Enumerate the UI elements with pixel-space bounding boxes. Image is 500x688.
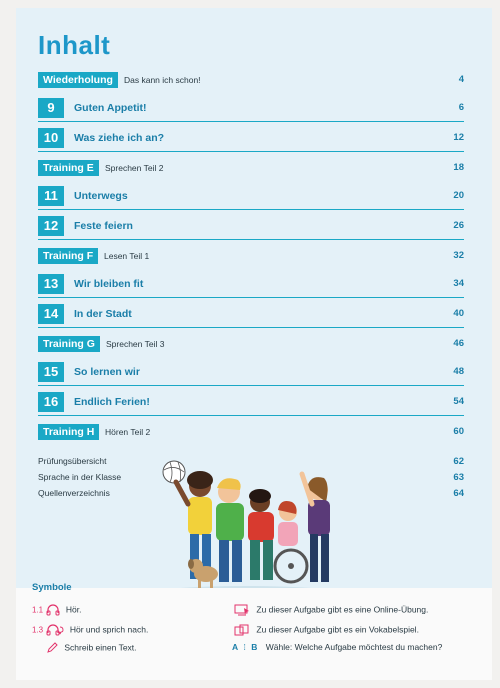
page-number: 20 xyxy=(453,190,464,201)
page-number: 63 xyxy=(453,472,464,483)
toc-chapter-row[interactable] xyxy=(38,98,464,122)
chapter-divider xyxy=(38,327,464,329)
headphones-icon xyxy=(46,604,60,616)
chapter-divider xyxy=(38,151,464,153)
appendix-label: Quellenverzeichnis xyxy=(38,488,110,498)
page-number: 4 xyxy=(458,74,464,85)
chapter-divider xyxy=(38,239,464,241)
vocab-game-icon xyxy=(234,624,250,636)
chapter-title: Unterwegs xyxy=(74,190,128,202)
toc-training-row[interactable] xyxy=(38,70,464,90)
training-subtitle: Sprechen Teil 2 xyxy=(105,163,164,173)
chapter-number: 16 xyxy=(38,392,64,412)
symbols-heading: Symbole xyxy=(32,582,72,593)
toc-chapter-row[interactable] xyxy=(38,362,464,386)
toc-chapter-row[interactable] xyxy=(38,128,464,152)
chapter-number: 11 xyxy=(38,186,64,206)
symbol-write xyxy=(46,642,137,654)
chapter-divider xyxy=(38,385,464,387)
page-number: 34 xyxy=(453,278,464,289)
symbol-listen xyxy=(32,604,81,616)
symbol-vocab-game xyxy=(234,624,419,636)
page-number: 48 xyxy=(453,366,464,377)
training-badge: Training G xyxy=(38,336,100,352)
symbol-text: Schreib einen Text. xyxy=(64,642,137,653)
symbol-text: Zu dieser Aufgabe gibt es eine Online-Übung. xyxy=(256,604,429,615)
toc-chapter-row[interactable] xyxy=(38,304,464,328)
chapter-divider xyxy=(38,297,464,299)
chapter-title: Endlich Ferien! xyxy=(74,396,150,408)
chapter-divider xyxy=(38,415,464,417)
contents-page xyxy=(16,8,492,680)
chapter-number: 14 xyxy=(38,304,64,324)
chapter-number: 9 xyxy=(38,98,64,118)
appendix-label: Sprache in der Klasse xyxy=(38,472,122,482)
page-number: 32 xyxy=(453,250,464,261)
toc-training-row[interactable] xyxy=(38,334,464,354)
page-number: 64 xyxy=(453,488,464,499)
page-number: 12 xyxy=(453,132,464,143)
chapter-number: 15 xyxy=(38,362,64,382)
page-title: Inhalt xyxy=(38,30,111,60)
page-number: 62 xyxy=(453,456,464,467)
chapter-title: Was ziehe ich an? xyxy=(74,132,165,144)
chapter-divider xyxy=(38,121,464,123)
choice-b-label: B xyxy=(251,642,258,652)
page-number: 40 xyxy=(453,308,464,319)
track-code: 1.3 xyxy=(32,625,44,635)
kids-group-illustration xyxy=(126,444,366,604)
toc-training-row[interactable] xyxy=(38,246,464,266)
online-exercise-icon xyxy=(234,604,250,616)
toc-training-row[interactable] xyxy=(38,158,464,178)
track-code: 1.1 xyxy=(32,605,44,615)
page-number: 46 xyxy=(453,338,464,349)
symbol-text: Hör und sprich nach. xyxy=(69,624,149,635)
training-badge: Training H xyxy=(38,424,99,440)
toc-chapter-row[interactable] xyxy=(38,216,464,240)
training-subtitle: Lesen Teil 1 xyxy=(104,251,150,261)
chapter-divider xyxy=(38,209,464,211)
training-subtitle: Hören Teil 2 xyxy=(105,427,151,437)
chapter-title: So lernen wir xyxy=(74,366,140,378)
girl-wheelchair xyxy=(275,501,307,582)
training-badge: Wiederholung xyxy=(38,72,118,88)
boy-red-shirt xyxy=(248,489,274,580)
headphones-speech-icon xyxy=(46,624,64,636)
training-badge: Training F xyxy=(38,248,98,264)
toc-chapter-row[interactable] xyxy=(38,274,464,298)
chapter-title: Feste feiern xyxy=(74,220,133,232)
choice-divider: ⁞ xyxy=(243,642,246,652)
page-number: 60 xyxy=(453,426,464,437)
boy-blond xyxy=(216,478,244,582)
toc-chapter-row[interactable] xyxy=(38,186,464,210)
symbol-choice xyxy=(232,642,442,652)
training-badge: Training E xyxy=(38,160,99,176)
pencil-icon xyxy=(46,642,58,654)
page-number: 6 xyxy=(458,102,464,113)
toc-training-row[interactable] xyxy=(38,422,464,442)
table-of-contents xyxy=(38,70,464,502)
volleyball-icon xyxy=(163,461,185,483)
toc-chapter-row[interactable] xyxy=(38,392,464,416)
chapter-title: Guten Appetit! xyxy=(74,102,147,114)
symbol-text: Wähle: Welche Aufgabe möchtest du machen? xyxy=(265,642,443,652)
symbol-listen-repeat xyxy=(32,624,148,636)
chapter-number: 10 xyxy=(38,128,64,148)
chapter-number: 12 xyxy=(38,216,64,236)
symbol-text: Zu dieser Aufgabe gibt es ein Vokabelspiel. xyxy=(256,624,419,635)
training-subtitle: Das kann ich schon! xyxy=(124,75,201,85)
symbol-text: Hör. xyxy=(65,604,82,615)
page-number: 26 xyxy=(453,220,464,231)
chapter-title: In der Stadt xyxy=(74,308,132,320)
page-number: 18 xyxy=(453,162,464,173)
choice-a-label: A xyxy=(232,642,239,652)
training-subtitle: Sprechen Teil 3 xyxy=(106,339,165,349)
page-number: 54 xyxy=(453,396,464,407)
symbol-online-exercise xyxy=(234,604,428,616)
chapter-title: Wir bleiben fit xyxy=(74,278,144,290)
chapter-number: 13 xyxy=(38,274,64,294)
appendix-label: Prüfungsübersicht xyxy=(38,456,107,466)
